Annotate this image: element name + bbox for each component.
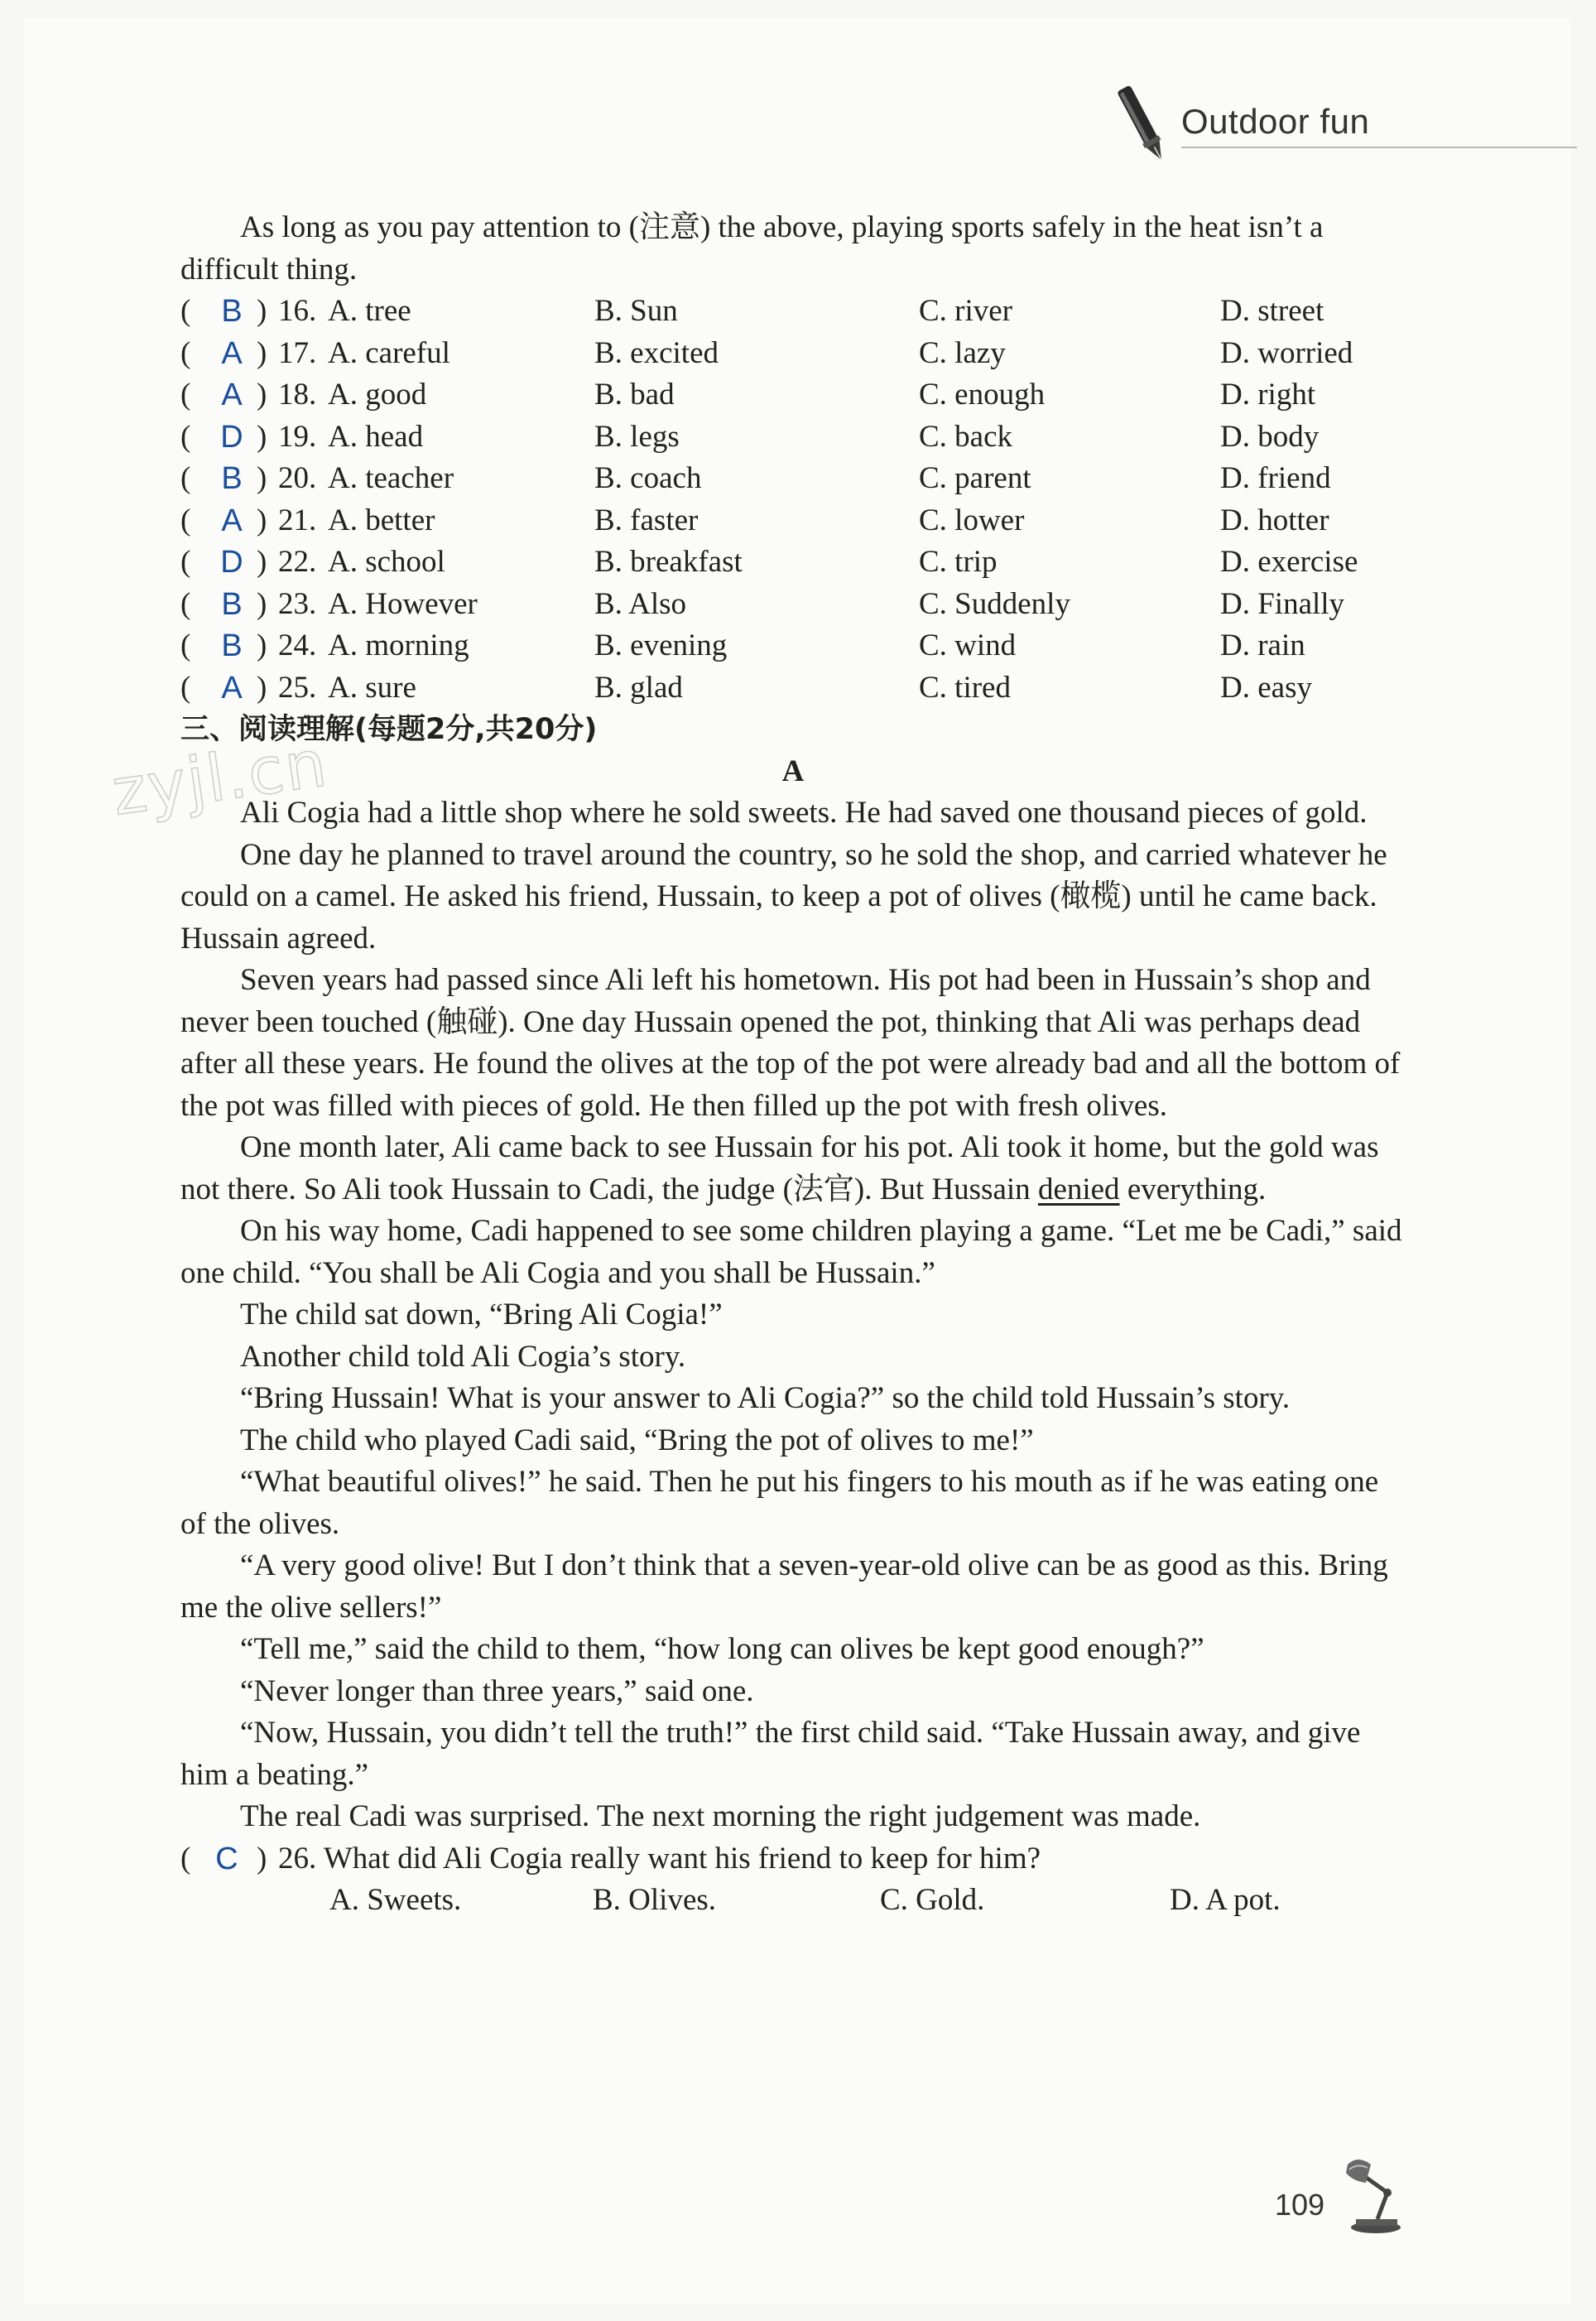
option-row: ( B ) 16. A. tree B. Sun C. river D. street bbox=[180, 291, 1406, 333]
option-c: C. back bbox=[919, 419, 1013, 454]
question-number: 20. bbox=[278, 461, 317, 495]
option-row: ( A ) 17. A. careful B. excited C. lazy D. worried bbox=[180, 333, 1406, 375]
option-b: B. excited bbox=[594, 335, 719, 370]
paragraph: “Now, Hussain, you didn’t tell the truth!” the first child said. “Take Hussain away, and give him a beating.” bbox=[180, 1716, 1361, 1792]
answer-letter: D bbox=[220, 419, 243, 455]
page-number: 109 bbox=[1275, 2188, 1325, 2222]
option-row: ( A ) 21. A. better B. faster C. lower D. hotter bbox=[180, 500, 1406, 542]
option-d: D. friend bbox=[1220, 461, 1331, 495]
option-row: ( B ) 24. A. morning B. evening C. wind D. rain bbox=[180, 625, 1406, 667]
question-number: 25. bbox=[278, 670, 317, 705]
header-title: Outdoor fun bbox=[1181, 102, 1370, 141]
option-a: A. school bbox=[328, 545, 445, 579]
option-a: A. However bbox=[328, 586, 478, 621]
option-a: A. better bbox=[328, 503, 435, 537]
header-rule bbox=[1181, 147, 1577, 148]
answer-letter: A bbox=[221, 503, 243, 538]
question-number: 17. bbox=[278, 335, 317, 370]
paragraph: Ali Cogia had a little shop where he sold sweets. He had saved one thousand pieces of gold. bbox=[240, 796, 1368, 830]
option-c: C. lower bbox=[919, 503, 1025, 537]
option-b: B. legs bbox=[594, 419, 680, 454]
paragraph: “Never longer than three years,” said one. bbox=[240, 1673, 754, 1708]
option-b: B. glad bbox=[594, 670, 683, 705]
paragraph-text: One month later, Ali came back to see Hussain for his pot. Ali took it home, but the gold was not there. So Ali took Hussain to Cadi, the judge (法官). But Hussain bbox=[180, 1130, 1379, 1206]
option-row: ( D ) 19. A. head B. legs C. back D. body bbox=[180, 417, 1406, 459]
option-a: A. Sweets. bbox=[329, 1883, 462, 1917]
option-a: A. teacher bbox=[328, 461, 454, 495]
pen-icon bbox=[1113, 79, 1171, 170]
option-b: B. evening bbox=[594, 628, 728, 662]
option-row: ( B ) 20. A. teacher B. coach C. parent D. friend bbox=[180, 458, 1406, 500]
page-header bbox=[1113, 79, 1577, 170]
option-d: D. exercise bbox=[1220, 545, 1358, 579]
option-row: ( A ) 18. A. good B. bad C. enough D. right bbox=[180, 374, 1406, 417]
answer-letter: D bbox=[220, 545, 243, 580]
option-d: D. rain bbox=[1220, 628, 1305, 662]
paragraph: Another child told Ali Cogia’s story. bbox=[240, 1339, 686, 1374]
option-c: C. lazy bbox=[919, 335, 1006, 370]
reading-passage bbox=[180, 792, 1406, 1838]
paragraph: The child sat down, “Bring Ali Cogia!” bbox=[240, 1298, 723, 1331]
option-a: A. sure bbox=[328, 670, 416, 705]
paragraph: “What beautiful olives!” he said. Then he put his fingers to his mouth as if he was eating one of the olives. bbox=[180, 1465, 1379, 1541]
question-number: 18. bbox=[278, 378, 317, 412]
option-b: B. breakfast bbox=[594, 545, 743, 579]
option-b: B. faster bbox=[594, 503, 699, 537]
option-d: D. body bbox=[1220, 419, 1320, 454]
answer-letter: A bbox=[221, 670, 243, 705]
option-c: C. Gold. bbox=[880, 1883, 985, 1917]
question-26: ( C ) 26. What did Ali Cogia really want his friend to keep for him? bbox=[180, 1838, 1406, 1880]
option-c: C. trip bbox=[919, 545, 997, 579]
option-d: D. worried bbox=[1220, 335, 1353, 370]
section-title: 三、阅读理解(每题2分,共20分) bbox=[180, 713, 598, 746]
underlined-word: denied bbox=[1037, 1172, 1120, 1206]
paragraph: On his way home, Cadi happened to see some children playing a game. “Let me be Cadi,” said one child. “You shall be Ali Cogia and you shall be Hussain.” bbox=[180, 1214, 1402, 1290]
question-number: 23. bbox=[278, 586, 317, 621]
option-c: C. tired bbox=[919, 670, 1011, 705]
paragraph: “A very good olive! But I don’t think that a seven-year-old olive can be as good as this. Bring me the olive sellers!” bbox=[180, 1548, 1388, 1625]
option-b: B. Sun bbox=[594, 294, 678, 328]
answer-letter: A bbox=[221, 335, 243, 371]
question-stem: 26. What did Ali Cogia really want his friend to keep for him? bbox=[278, 1841, 1041, 1876]
paragraph: “Tell me,” said the child to them, “how long can olives be kept good enough?” bbox=[240, 1632, 1204, 1666]
option-d: D. hotter bbox=[1220, 503, 1329, 537]
answer-letter: C bbox=[215, 1841, 238, 1876]
option-row: ( D ) 22. A. school B. breakfast C. trip D. exercise bbox=[180, 542, 1406, 584]
paragraph: Seven years had passed since Ali left his hometown. His pot had been in Hussain’s shop and never been touched (触碰). One day Hussain opened the pot, thinking that Ali was perhaps dead after all these years. He found the olives at the top of the pot were already bad and all the bottom of the pot was filled with pieces of gold. He then filled up the pot with fresh olives. bbox=[180, 963, 1401, 1123]
option-d: D. street bbox=[1220, 294, 1324, 328]
option-c: C. enough bbox=[919, 378, 1046, 412]
desk-lamp-icon bbox=[1339, 2153, 1407, 2236]
answer-letter: B bbox=[221, 628, 243, 663]
answer-letter: A bbox=[221, 378, 243, 412]
page-content bbox=[180, 207, 1406, 1922]
question-number: 19. bbox=[278, 419, 317, 454]
option-row: ( B ) 23. A. However B. Also C. Suddenly D. Finally bbox=[180, 584, 1406, 626]
question-number: 24. bbox=[278, 628, 317, 662]
paragraph: The child who played Cadi said, “Bring the pot of olives to me!” bbox=[240, 1423, 1034, 1457]
option-b: B. bad bbox=[594, 378, 675, 412]
answer-letter: B bbox=[221, 294, 243, 329]
answer-letter: B bbox=[221, 586, 243, 622]
cloze-options bbox=[180, 291, 1406, 709]
option-a: A. good bbox=[328, 378, 427, 412]
option-d: D. right bbox=[1220, 378, 1316, 412]
paragraph bbox=[180, 1127, 1406, 1211]
option-b: B. coach bbox=[594, 461, 702, 495]
watermark: zyjl.cn bbox=[108, 726, 333, 831]
question-number: 22. bbox=[278, 545, 317, 579]
question-number: 16. bbox=[278, 294, 317, 328]
intro-paragraph: As long as you pay attention to (注意) the above, playing sports safely in the heat isn’t a difficult thing. bbox=[180, 210, 1324, 287]
paragraph-text: everything. bbox=[1119, 1172, 1267, 1206]
page-footer bbox=[1275, 2153, 1407, 2244]
option-d: D. Finally bbox=[1220, 586, 1345, 621]
option-d: D. easy bbox=[1220, 670, 1312, 705]
option-c: C. Suddenly bbox=[919, 586, 1070, 621]
passage-label: A bbox=[781, 754, 805, 788]
paragraph: “Bring Hussain! What is your answer to Ali Cogia?” so the child told Hussain’s story. bbox=[240, 1381, 1291, 1415]
paragraph: The real Cadi was surprised. The next morning the right judgement was made. bbox=[240, 1799, 1201, 1833]
answer-letter: B bbox=[221, 461, 243, 496]
question-number: 21. bbox=[278, 503, 317, 537]
option-a: A. morning bbox=[328, 628, 469, 662]
option-a: A. careful bbox=[328, 335, 450, 370]
question-26-choices bbox=[180, 1880, 1406, 1922]
option-b: B. Also bbox=[594, 586, 687, 621]
option-row: ( A ) 25. A. sure B. glad C. tired D. easy bbox=[180, 667, 1406, 710]
option-b: B. Olives. bbox=[593, 1883, 717, 1917]
option-a: A. tree bbox=[328, 294, 411, 328]
option-a: A. head bbox=[328, 419, 424, 454]
option-c: C. wind bbox=[919, 628, 1017, 662]
option-c: C. river bbox=[919, 294, 1013, 328]
option-d: D. A pot. bbox=[1170, 1883, 1281, 1917]
paragraph: One day he planned to travel around the country, so he sold the shop, and carried whatever he could on a camel. He asked his friend, Hussain, to keep a pot of olives (橄榄) until he came back. Hussain agreed. bbox=[180, 837, 1387, 956]
option-c: C. parent bbox=[919, 461, 1031, 495]
